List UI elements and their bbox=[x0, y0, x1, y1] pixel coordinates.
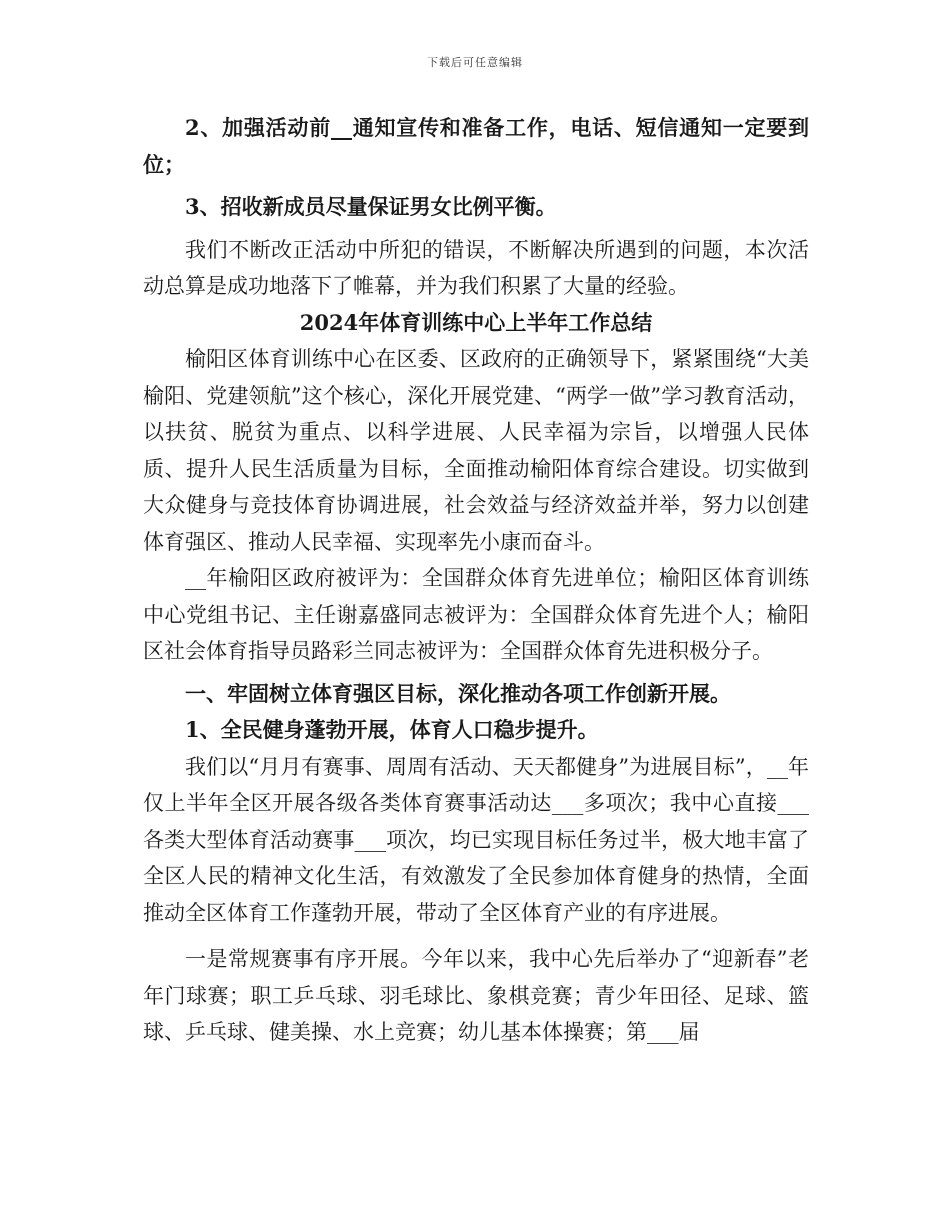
heading-section-one: 一、牢固树立体育强区目标，深化推动各项工作创新开展。 bbox=[185, 680, 731, 706]
paragraph-2-strengthen-notice: 2、加强活动前__通知宣传和准备工作，电话、短信通知一定要到位； bbox=[143, 115, 809, 177]
paragraph-3-gender-balance: 3、招收新成员尽量保证男女比例平衡。 bbox=[185, 194, 557, 219]
document-body bbox=[143, 110, 809, 1051]
paragraph-activities: 我们以“月月有赛事、周周有活动、天天都健身”为进展目标”，__年仅上半年全区开展各级各类体育赛事活动达___多项次；我中心直接___各类大型体育活动赛事___项次，均已实现目标任务过半，极大地丰富了全区人民的精神文化生活，有效激发了全民参加体育健身的热情，全面推动全区体育工作蓬勃开展，带动了全区体育产业的有序进展。 bbox=[143, 754, 809, 925]
paragraph-regular-events: 一是常规赛事有序开展。今年以来，我中心先后举办了“迎新春”老年门球赛；职工乒乓球、羽毛球比、象棋竞赛；青少年田径、足球、篮球、乒乓球、健美操、水上竞赛；幼儿基本体操赛；第___届 bbox=[143, 947, 809, 1044]
paragraph-awards: __年榆阳区政府被评为：全国群众体育先进单位；榆阳区体育训练中心党组书记、主任谢嘉盛同志被评为：全国群众体育先进个人；榆阳区社会体育指导员路彩兰同志被评为：全国群众体育先进积极分子。 bbox=[143, 566, 809, 663]
section-title: 2024年体育训练中心上半年工作总结 bbox=[299, 309, 653, 335]
heading-subsection-one: 1、全民健身蓬勃开展，体育人口稳步提升。 bbox=[185, 717, 599, 742]
paragraph-intro: 榆阳区体育训练中心在区委、区政府的正确领导下，紧紧围绕“大美榆阳、党建领航”这个核心，深化开展党建、“两学一做”学习教育活动，以扶贫、脱贫为重点、以科学进展、人民幸福为宗旨，以增强人民体质、提升人民生活质量为目标，全面推动榆阳体育综合建设。切实做到大众健身与竞技体育协调进展，社会效益与经济效益并举，努力以创建体育强区、推动人民幸福、实现率先小康而奋斗。 bbox=[143, 347, 809, 554]
page-header: 下载后可任意编辑 bbox=[427, 56, 523, 69]
paragraph-experience-summary: 我们不断改正活动中所犯的错误，不断解决所遇到的问题，本次活动总算是成功地落下了帷幕，并为我们积累了大量的经验。 bbox=[143, 237, 809, 298]
